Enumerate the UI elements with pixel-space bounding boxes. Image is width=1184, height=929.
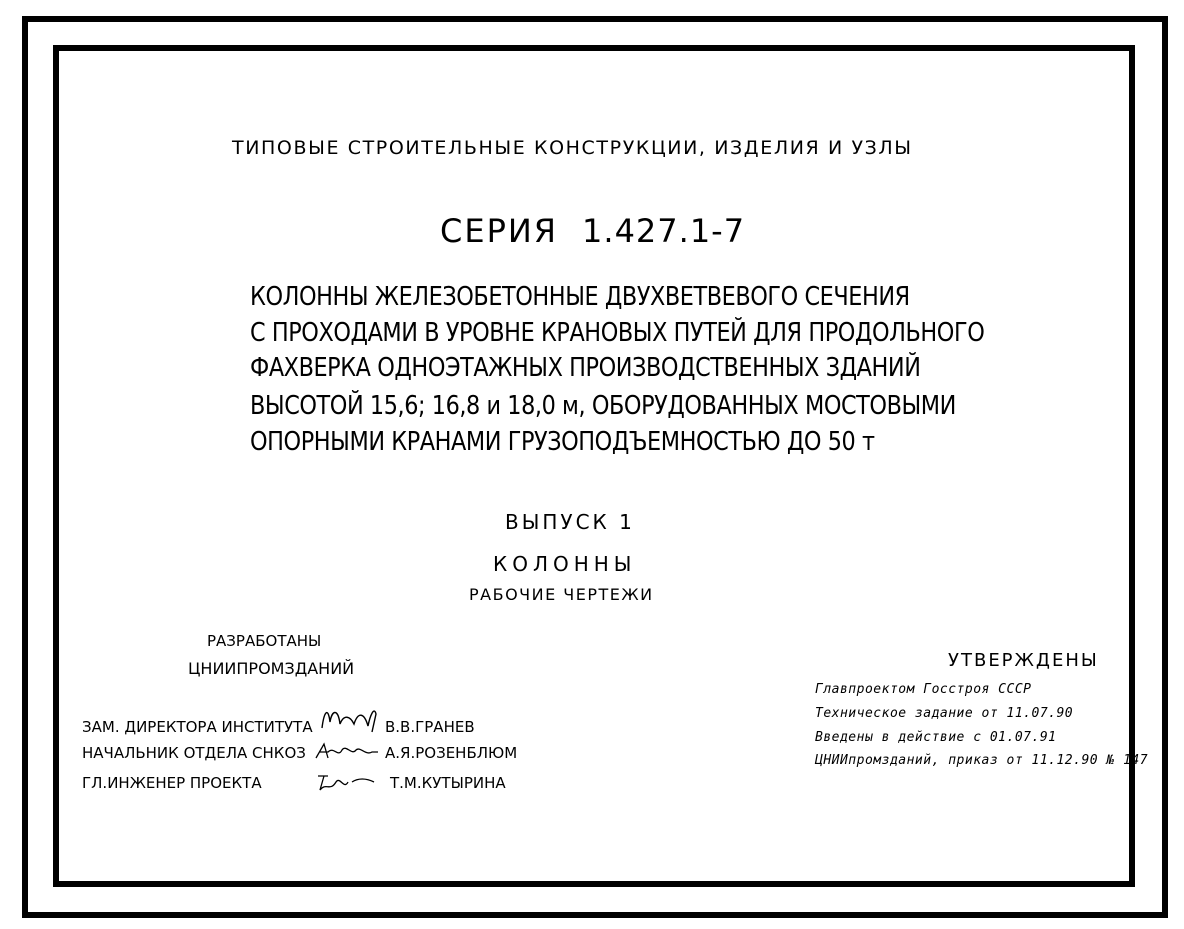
signature-3	[312, 768, 378, 796]
signatory-name-2: А.Я.РОЗЕНБЛЮМ	[385, 744, 518, 762]
signature-2	[312, 738, 380, 764]
issue-subtitle: РАБОЧИЕ ЧЕРТЕЖИ	[469, 585, 654, 604]
title-line-2: С ПРОХОДАМИ В УРОВНЕ КРАНОВЫХ ПУТЕЙ ДЛЯ ПРОДОЛЬНОГО	[250, 318, 985, 348]
title-line-3: ФАХВЕРКА ОДНОЭТАЖНЫХ ПРОИЗВОДСТВЕННЫХ ЗДАНИЙ	[250, 353, 921, 383]
approved-line-3: Введены в действие с 01.07.91	[815, 730, 1057, 745]
signatory-position-2: НАЧАЛЬНИК ОТДЕЛА СНКОЗ	[82, 744, 306, 762]
signature-1	[318, 702, 380, 736]
title-line-4: ВЫСОТОЙ 15,6; 16,8 и 18,0 м, ОБОРУДОВАННЫХ МОСТОВЫМИ	[250, 391, 956, 421]
header-line: ТИПОВЫЕ СТРОИТЕЛЬНЫЕ КОНСТРУКЦИИ, ИЗДЕЛИЯ И УЗЛЫ	[232, 137, 913, 159]
title-line-1: КОЛОННЫ ЖЕЛЕЗОБЕТОННЫЕ ДВУХВЕТВЕВОГО СЕЧЕНИЯ	[250, 282, 910, 312]
developed-label: РАЗРАБОТАНЫ	[207, 632, 322, 650]
signatory-position-3: ГЛ.ИНЖЕНЕР ПРОЕКТА	[82, 774, 262, 792]
approved-line-4: ЦНИИпромзданий, приказ от 11.12.90 № 147	[815, 753, 1149, 768]
developed-org: ЦНИИПРОМЗДАНИЙ	[188, 659, 355, 678]
issue-subject: КОЛОННЫ	[493, 552, 637, 576]
signatory-name-1: В.В.ГРАНЕВ	[385, 718, 475, 736]
signatory-position-1: ЗАМ. ДИРЕКТОРА ИНСТИТУТА	[82, 718, 313, 736]
signatory-name-3: Т.М.КУТЫРИНА	[390, 774, 506, 792]
approved-line-1: Главпроектом Госстроя СССР	[815, 682, 1032, 697]
approved-label: УТВЕРЖДЕНЫ	[948, 650, 1099, 671]
issue-label: ВЫПУСК 1	[505, 510, 635, 534]
series-number: 1.427.1-7	[582, 212, 746, 250]
series-label: СЕРИЯ	[440, 212, 559, 250]
series-line	[440, 212, 745, 250]
approved-line-2: Техническое задание от 11.07.90	[815, 706, 1074, 721]
title-line-5: ОПОРНЫМИ КРАНАМИ ГРУЗОПОДЪЕМНОСТЬЮ ДО 50 т	[250, 427, 875, 457]
